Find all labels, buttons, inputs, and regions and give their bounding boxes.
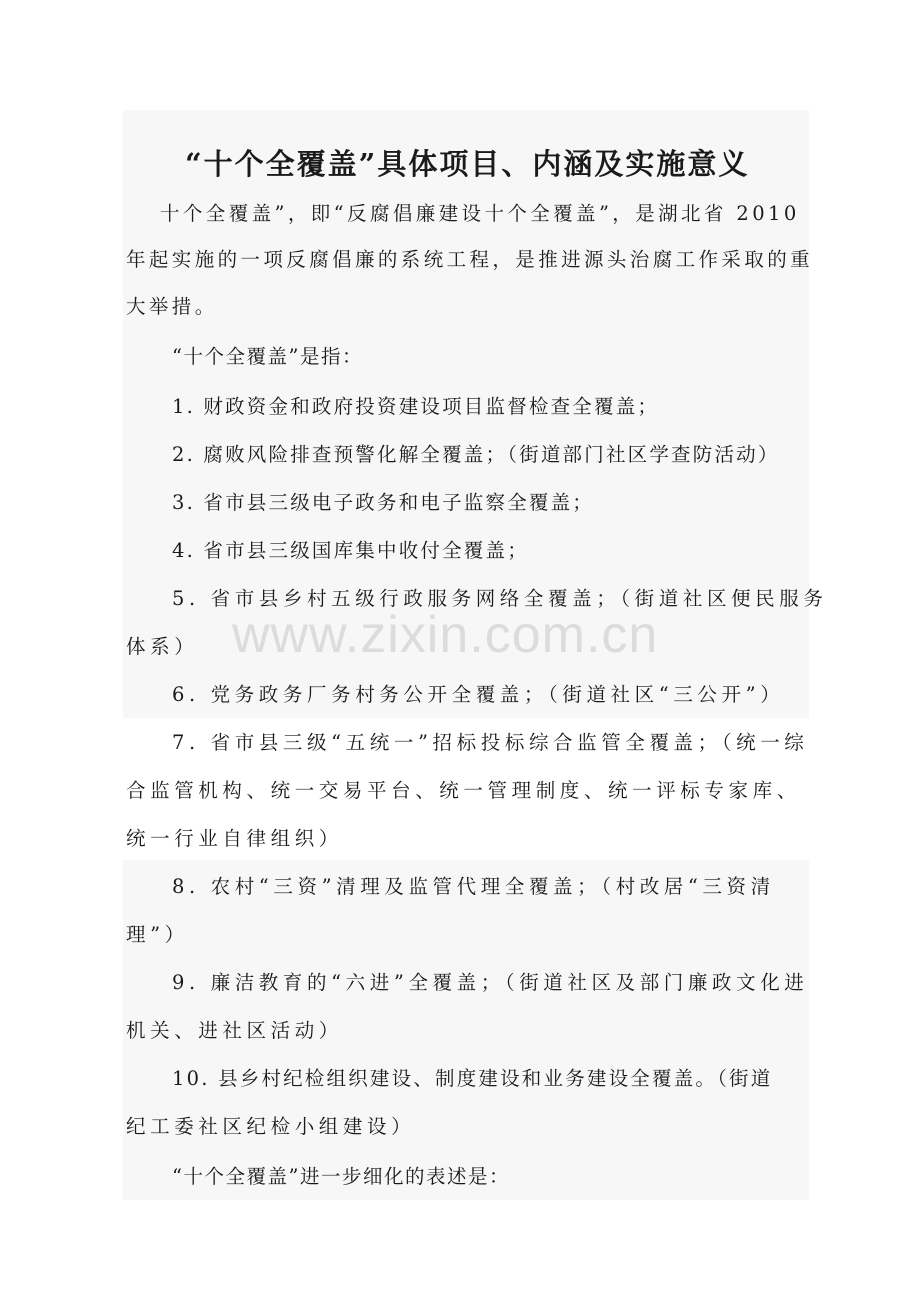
list-item-4: 4. 省市县三级国库集中收付全覆盖； xyxy=(172,539,529,562)
document-title: “十个全覆盖”具体项目、内涵及实施意义 xyxy=(185,147,750,181)
list-item-9-cont: 机关、进社区活动） xyxy=(126,1019,343,1042)
refers-to-line: “十个全覆盖”是指： xyxy=(172,345,363,368)
list-item-10: 10. 县乡村纪检组织建设、制度建设和业务建设全覆盖。（街道 xyxy=(172,1067,773,1090)
intro-line: 大举措。 xyxy=(126,295,218,318)
watermark: www.zixin.com.cn xyxy=(232,606,659,664)
list-item-9: 9. 廉洁教育的“六进”全覆盖；（街道社区及部门廉政文化进 xyxy=(172,971,809,994)
list-item-2: 2. 腐败风险排查预警化解全覆盖；（街道部门社区学查防活动） xyxy=(172,443,780,466)
further-line: “十个全覆盖”进一步细化的表述是： xyxy=(172,1165,510,1188)
intro-line: 十个全覆盖”，即“反腐倡廉建设十个全覆盖”，是湖北省 2010 xyxy=(160,202,800,225)
intro-line: 年起实施的一项反腐倡廉的系统工程，是推进源头治腐工作采取的重 xyxy=(126,248,814,271)
list-item-8: 8. 农村“三资”清理及监管代理全覆盖；（村改居“三资清 xyxy=(172,875,775,898)
list-item-7: 7. 省市县三级“五统一”招标投标综合监管全覆盖；（统一综 xyxy=(172,731,809,754)
list-item-7-cont: 统一行业自律组织） xyxy=(126,827,343,850)
list-item-3: 3. 省市县三级电子政务和电子监察全覆盖； xyxy=(172,491,595,514)
list-item-10-cont: 纪工委社区纪检小组建设） xyxy=(126,1115,416,1138)
list-item-1: 1. 财政资金和政府投资建设项目监督检查全覆盖； xyxy=(172,395,660,418)
list-item-7-cont: 合监管机构、统一交易平台、统一管理制度、统一评标专家库、 xyxy=(126,779,801,802)
list-item-8-cont: 理”） xyxy=(126,923,189,946)
list-item-6: 6. 党务政务厂务村务公开全覆盖；（街道社区“三公开”） xyxy=(172,683,785,706)
list-item-5-cont: 体系） xyxy=(126,635,199,658)
list-item-5: 5. 省市县乡村五级行政服务网络全覆盖；（街道社区便民服务 xyxy=(172,587,828,610)
